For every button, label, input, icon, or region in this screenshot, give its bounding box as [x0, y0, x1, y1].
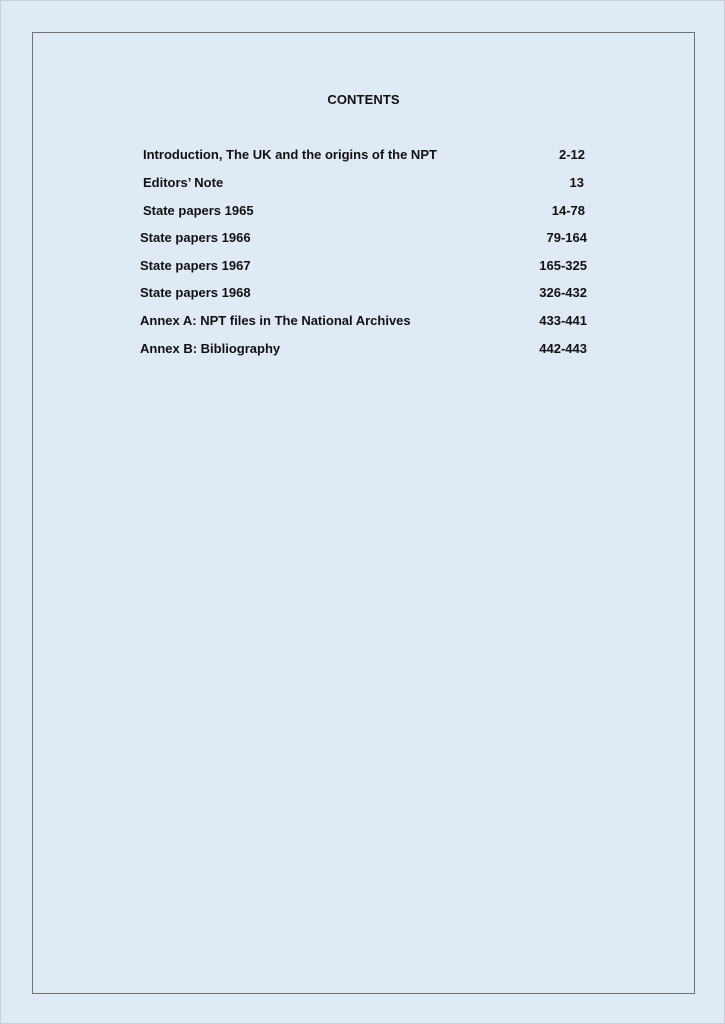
- toc-entry-pages: 2-12: [558, 147, 585, 162]
- toc-entry: [140, 230, 587, 248]
- toc-entry-title: Introduction, The UK and the origins of the NPT: [143, 147, 437, 162]
- toc-entry: [143, 203, 585, 221]
- toc-entry-pages: 13: [569, 175, 584, 190]
- toc-entry: [140, 341, 587, 359]
- toc-entry-title: Annex A: NPT files in The National Archives: [140, 313, 411, 328]
- toc-entry-pages: 14-78: [551, 203, 585, 218]
- toc-entry: [140, 258, 587, 276]
- toc-entry-pages: 442-443: [539, 341, 587, 356]
- toc-entry-title: State papers 1968: [140, 285, 251, 300]
- toc-entry-title: Editors’ Note: [143, 175, 224, 190]
- toc-entry-pages: 433-441: [539, 313, 587, 328]
- toc-entry-title: State papers 1966: [140, 230, 251, 245]
- toc-entry-pages: 79-164: [546, 230, 587, 245]
- toc-entry: [140, 313, 587, 331]
- toc-entry-pages: 165-325: [539, 258, 587, 273]
- page-border-frame: [32, 32, 695, 994]
- toc-entry: [140, 285, 587, 303]
- toc-entry: [143, 175, 584, 193]
- contents-heading: CONTENTS: [327, 92, 400, 107]
- toc-entry-pages: 326-432: [539, 285, 587, 300]
- toc-entry-title: Annex B: Bibliography: [140, 341, 281, 356]
- toc-entry-title: State papers 1967: [140, 258, 251, 273]
- toc-entry-title: State papers 1965: [143, 203, 254, 218]
- toc-entry: [143, 147, 585, 165]
